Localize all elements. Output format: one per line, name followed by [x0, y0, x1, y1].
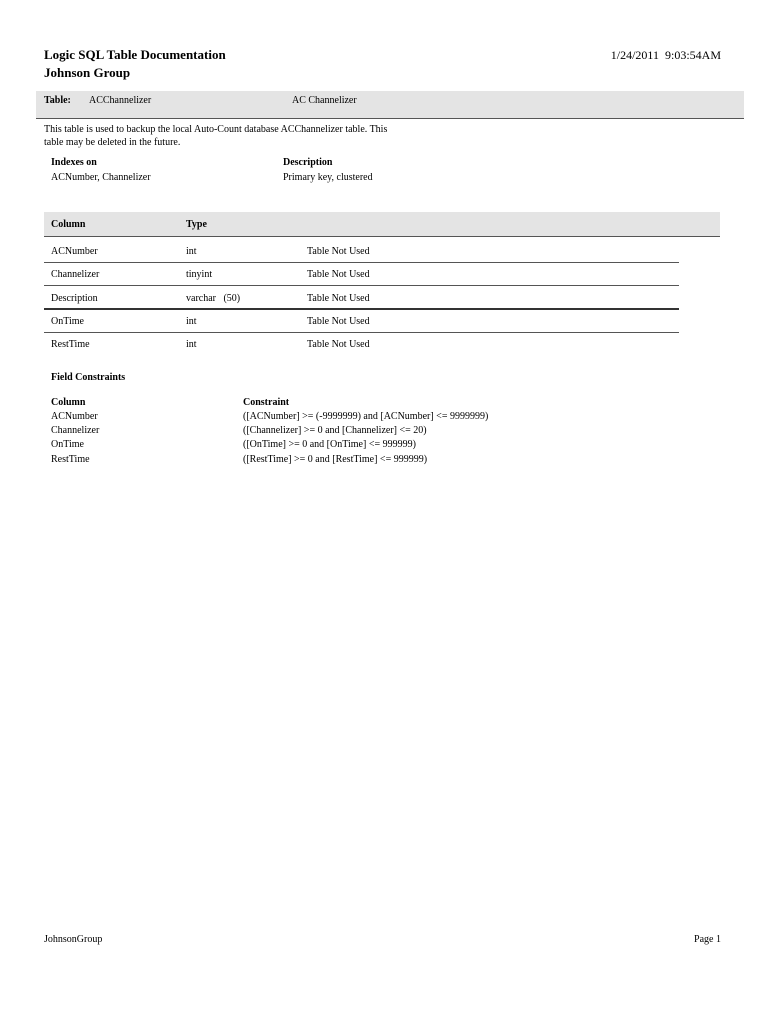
row-divider: [44, 308, 679, 310]
report-time: 9:03:54AM: [664, 48, 721, 62]
row-note: Table Not Used: [307, 339, 370, 350]
row-column-name: RestTime: [51, 339, 90, 350]
field-constraints-title: Field Constraints: [51, 372, 126, 383]
row-column-name: Description: [51, 293, 98, 304]
constraint-expression: ([RestTime] >= 0 and [RestTime] <= 999999): [243, 454, 428, 465]
row-note: Table Not Used: [307, 293, 370, 304]
row-divider: [44, 285, 679, 286]
table-name: ACChannelizer: [89, 95, 152, 106]
indexes-header: Indexes on: [51, 157, 97, 168]
constraints-constraint-header: Constraint: [243, 397, 290, 408]
type-header: Type: [186, 219, 207, 230]
indexes-description-header: Description: [283, 157, 333, 168]
row-column-name: Channelizer: [51, 269, 100, 280]
index-description: Primary key, clustered: [283, 172, 373, 183]
constraints-column-header: Column: [51, 397, 86, 408]
row-type: int: [186, 316, 197, 327]
table-label: Table:: [44, 95, 71, 106]
column-header: Column: [51, 219, 86, 230]
constraint-column: RestTime: [51, 454, 90, 465]
footer-company: JohnsonGroup: [44, 934, 103, 945]
constraint-expression: ([Channelizer] >= 0 and [Channelizer] <= 20): [243, 425, 427, 436]
report-date: 1/24/2011: [610, 48, 659, 62]
row-divider: [44, 332, 679, 333]
row-note: Table Not Used: [307, 269, 370, 280]
document-subtitle: Johnson Group: [44, 65, 131, 80]
page-number: Page 1: [694, 934, 721, 945]
document-title: Logic SQL Table Documentation: [44, 47, 226, 62]
constraint-column: Channelizer: [51, 425, 100, 436]
row-column-name: ACNumber: [51, 246, 98, 257]
row-column-name: OnTime: [51, 316, 84, 327]
constraint-column: OnTime: [51, 439, 84, 450]
index-columns: ACNumber, Channelizer: [51, 172, 151, 183]
constraint-expression: ([OnTime] >= 0 and [OnTime] <= 999999): [243, 439, 416, 450]
report-timestamp: [560, 48, 721, 63]
row-type: varchar (50): [186, 293, 241, 304]
row-note: Table Not Used: [307, 316, 370, 327]
constraint-expression: ([ACNumber] >= (-9999999) and [ACNumber] <= 9999999): [243, 411, 489, 422]
row-divider: [44, 262, 679, 263]
columns-table-header: [44, 212, 720, 237]
table-description: This table is used to backup the local Auto-Count database ACChannelizer table. This table may be deleted in the future.: [44, 124, 388, 148]
row-type: int: [186, 246, 197, 257]
row-note: Table Not Used: [307, 246, 370, 257]
row-type: tinyint: [186, 269, 213, 280]
table-display-name: AC Channelizer: [292, 95, 357, 106]
constraint-column: ACNumber: [51, 411, 98, 422]
row-type: int: [186, 339, 197, 350]
